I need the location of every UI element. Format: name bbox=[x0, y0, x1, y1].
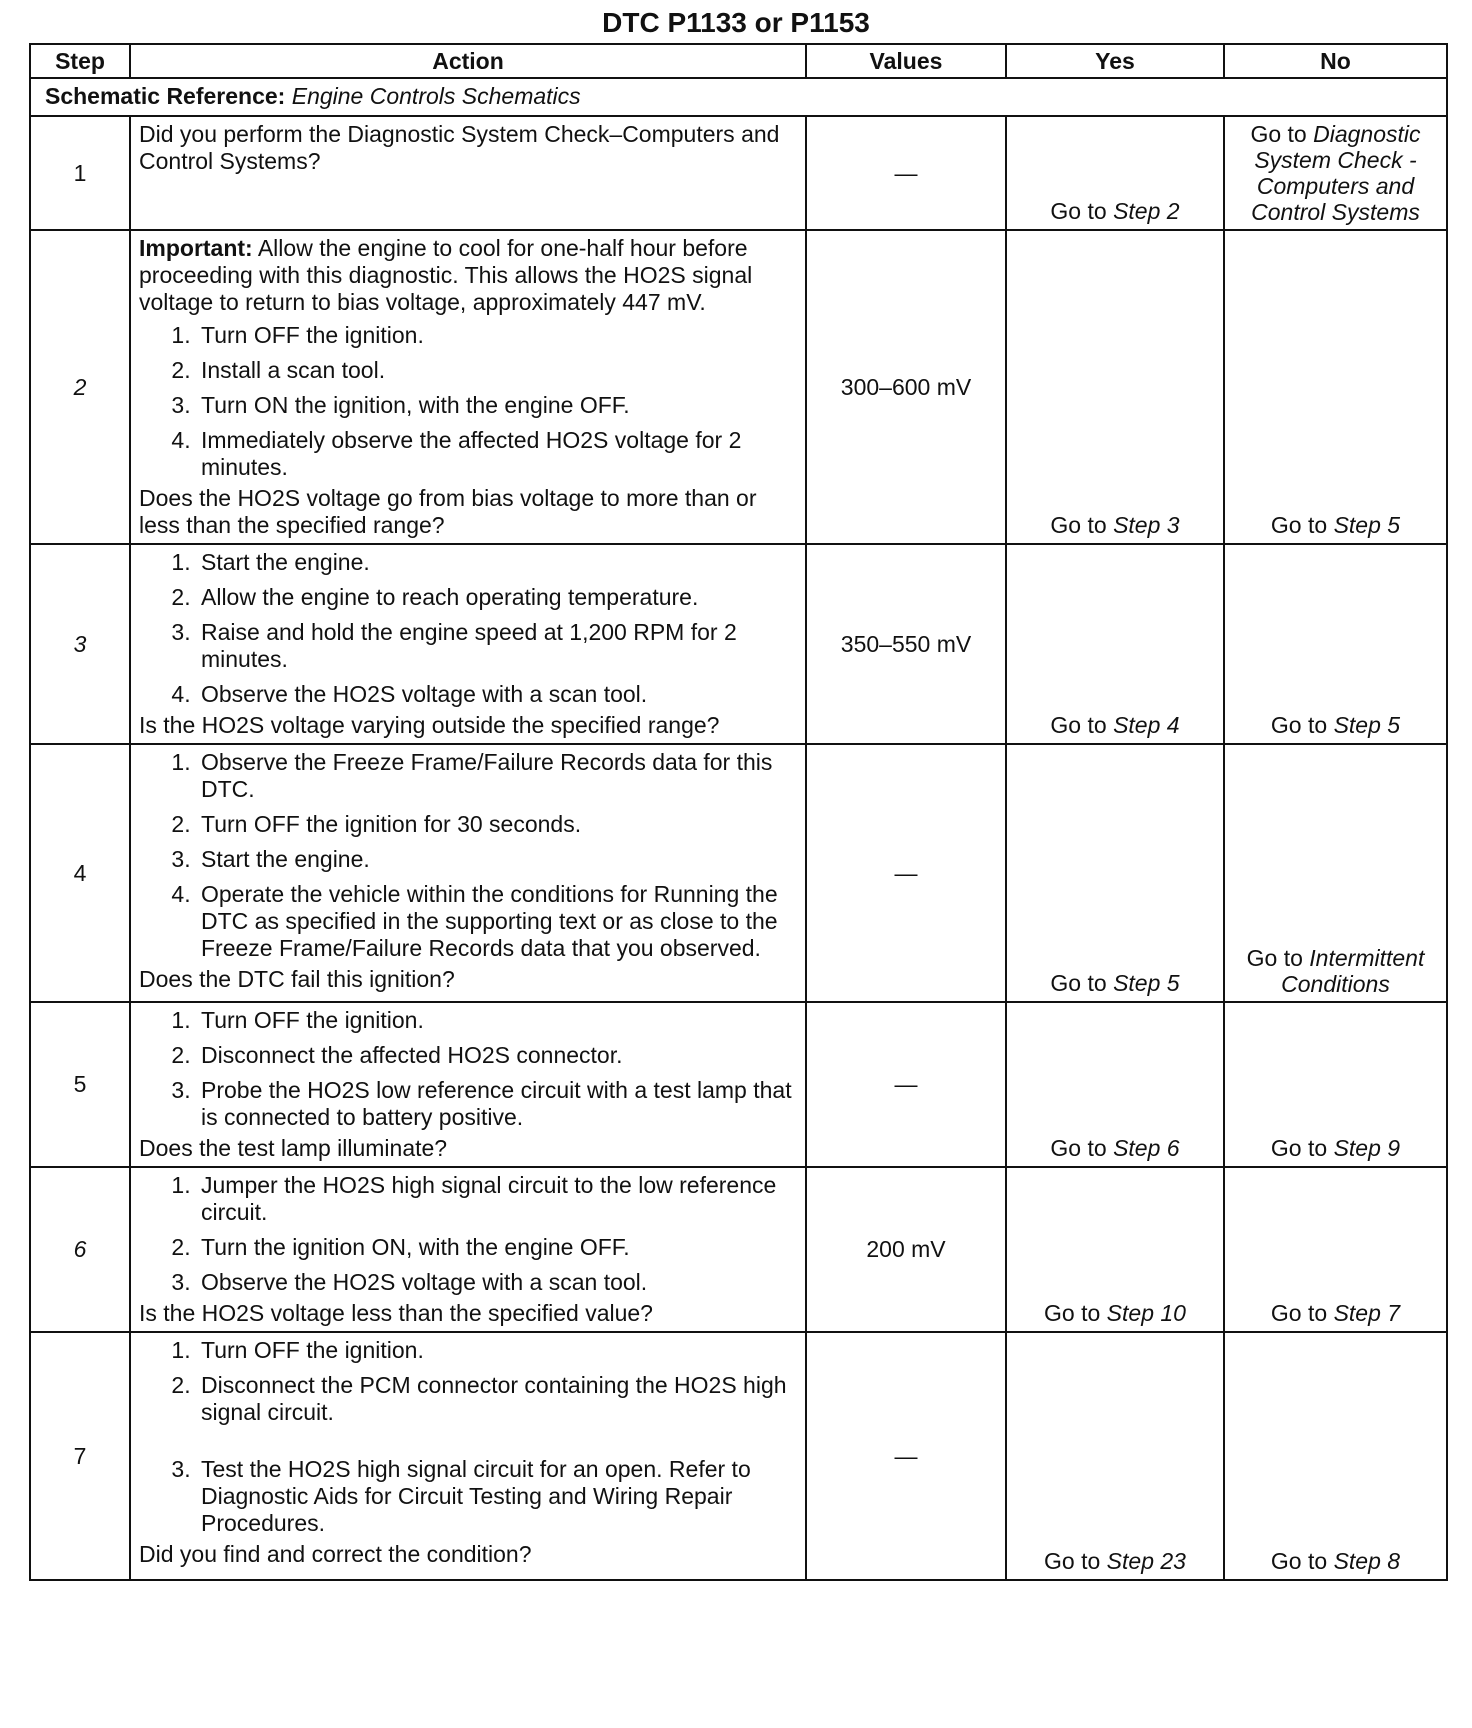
step-number: 5 bbox=[30, 1002, 130, 1167]
procedure-item: 1. Start the engine. bbox=[197, 549, 797, 576]
yes-cell bbox=[1006, 1332, 1224, 1580]
table-row bbox=[30, 1332, 1447, 1580]
procedure-item: 1. Turn OFF the ignition. bbox=[197, 322, 797, 349]
procedure-list bbox=[139, 1007, 797, 1131]
no-target: Conditions bbox=[1281, 971, 1390, 997]
procedure-item: 3. Observe the HO2S voltage with a scan tool. bbox=[197, 1269, 797, 1296]
question-text: Does the test lamp illuminate? bbox=[139, 1135, 448, 1161]
action-cell bbox=[130, 230, 806, 544]
yes-target: Step 4 bbox=[1113, 712, 1180, 738]
goto-label: Go to bbox=[1270, 1548, 1328, 1574]
goto-label: Go to bbox=[1050, 970, 1107, 996]
yes-target: Step 6 bbox=[1113, 1135, 1180, 1161]
important-label: Important: bbox=[139, 235, 253, 261]
procedure-item: 3. Turn ON the ignition, with the engine OFF. bbox=[197, 392, 797, 419]
no-target: Intermittent bbox=[1309, 945, 1425, 971]
question-text: Did you find and correct the condition? bbox=[139, 1541, 532, 1567]
procedure-item: 2. Disconnect the PCM connector containing the HO2S high signal circuit. bbox=[197, 1372, 797, 1426]
action-cell bbox=[130, 116, 806, 230]
procedure-item: 1. Turn OFF the ignition. bbox=[197, 1007, 797, 1034]
goto-label: Go to bbox=[1050, 1135, 1107, 1161]
page-title: DTC P1133 or P1153 bbox=[602, 7, 870, 38]
step-number: 2 bbox=[30, 230, 130, 544]
procedure-item: 3. Raise and hold the engine speed at 1,200 RPM for 2 minutes. bbox=[197, 619, 797, 673]
goto-label: Go to bbox=[1246, 945, 1303, 971]
goto-label: Go to bbox=[1270, 712, 1328, 738]
header-step: Step bbox=[30, 44, 130, 78]
table-row bbox=[30, 116, 1447, 230]
table-row bbox=[30, 1002, 1447, 1167]
action-cell bbox=[130, 1167, 806, 1332]
goto-label: Go to bbox=[1050, 712, 1107, 738]
value-cell: — bbox=[806, 1332, 1006, 1580]
table-row bbox=[30, 544, 1447, 744]
no-target: Step 8 bbox=[1333, 1548, 1401, 1574]
yes-cell bbox=[1006, 1002, 1224, 1167]
header-no: No bbox=[1224, 44, 1447, 78]
procedure-item: 2. Turn OFF the ignition for 30 seconds. bbox=[197, 811, 797, 838]
step-number: 7 bbox=[30, 1332, 130, 1580]
procedure-item: 2. Turn the ignition ON, with the engine OFF. bbox=[197, 1234, 797, 1261]
step-number: 4 bbox=[30, 744, 130, 1002]
diagnostic-table bbox=[29, 43, 1448, 1581]
action-cell bbox=[130, 1002, 806, 1167]
procedure-list bbox=[139, 549, 797, 708]
procedure-item: 2. Disconnect the affected HO2S connector. bbox=[197, 1042, 797, 1069]
important-note bbox=[139, 235, 797, 316]
value-cell: 300–600 mV bbox=[806, 230, 1006, 544]
goto-label: Go to bbox=[1044, 1548, 1101, 1574]
question-text: Is the HO2S voltage varying outside the specified range? bbox=[139, 712, 720, 738]
header-yes: Yes bbox=[1006, 44, 1224, 78]
yes-cell bbox=[1006, 544, 1224, 744]
yes-cell bbox=[1006, 1167, 1224, 1332]
procedure-item: 2. Install a scan tool. bbox=[197, 357, 797, 384]
no-cell bbox=[1224, 230, 1447, 544]
procedure-item: 2. Allow the engine to reach operating temperature. bbox=[197, 584, 797, 611]
header-row bbox=[30, 44, 1447, 78]
step-number: 1 bbox=[30, 116, 130, 230]
procedure-list bbox=[139, 322, 797, 481]
no-cell bbox=[1224, 744, 1447, 1002]
table-row bbox=[30, 230, 1447, 544]
procedure-item: 3. Probe the HO2S low reference circuit with a test lamp that is connected to battery positive. bbox=[197, 1077, 797, 1131]
goto-label: Go to bbox=[1270, 1300, 1328, 1326]
no-target: Diagnostic bbox=[1313, 121, 1421, 147]
procedure-item: 4. Immediately observe the affected HO2S voltage for 2 minutes. bbox=[197, 427, 797, 481]
header-action: Action bbox=[130, 44, 806, 78]
goto-label: Go to bbox=[1044, 1300, 1101, 1326]
procedure-item: 4. Operate the vehicle within the conditions for Running the DTC as specified in the supporting text or as close to the Freeze Frame/Failure Records data that you observed. bbox=[197, 881, 797, 962]
table-row bbox=[30, 744, 1447, 1002]
no-target: System Check - bbox=[1254, 147, 1417, 173]
procedure-list bbox=[139, 749, 797, 962]
yes-target: Step 2 bbox=[1113, 198, 1180, 224]
step-number: 6 bbox=[30, 1167, 130, 1332]
goto-label: Go to bbox=[1050, 512, 1107, 538]
question-text: Is the HO2S voltage less than the specified value? bbox=[139, 1300, 653, 1326]
question-text: Does the DTC fail this ignition? bbox=[139, 966, 455, 992]
procedure-item: 1. Jumper the HO2S high signal circuit to the low reference circuit. bbox=[197, 1172, 797, 1226]
no-target: Control Systems bbox=[1251, 199, 1420, 225]
action-text: Did you perform the Diagnostic System Check–Computers and Control Systems? bbox=[139, 121, 780, 174]
question-text: Does the HO2S voltage go from bias voltage to more than or less than the specified range? bbox=[139, 485, 757, 538]
no-target: Step 5 bbox=[1333, 512, 1401, 538]
goto-label: Go to bbox=[1270, 1135, 1328, 1161]
action-cell bbox=[130, 544, 806, 744]
value-cell: 350–550 mV bbox=[806, 544, 1006, 744]
yes-cell bbox=[1006, 230, 1224, 544]
step-number: 3 bbox=[30, 544, 130, 744]
no-cell bbox=[1224, 116, 1447, 230]
goto-label: Go to bbox=[1270, 512, 1328, 538]
yes-target: Step 3 bbox=[1113, 512, 1180, 538]
no-target: Computers and bbox=[1256, 173, 1415, 199]
table-row bbox=[30, 1167, 1447, 1332]
action-cell bbox=[130, 744, 806, 1002]
no-target: Step 5 bbox=[1333, 712, 1401, 738]
schematic-label: Schematic Reference: bbox=[45, 83, 286, 109]
value-cell: — bbox=[806, 744, 1006, 1002]
no-cell bbox=[1224, 1167, 1447, 1332]
schematic-value: Engine Controls Schematics bbox=[291, 83, 581, 109]
procedure-item: 4. Observe the HO2S voltage with a scan tool. bbox=[197, 681, 797, 708]
important-text: Allow the engine to cool for one-half hour before proceeding with this diagnostic. This allows the HO2S signal voltage to return to bias voltage, approximately 447 mV. bbox=[139, 235, 753, 315]
no-cell bbox=[1224, 544, 1447, 744]
procedure-item: 1. Turn OFF the ignition. bbox=[197, 1337, 797, 1364]
yes-cell bbox=[1006, 744, 1224, 1002]
procedure-item: 3. Test the HO2S high signal circuit for an open. Refer to Diagnostic Aids for Circuit Testing and Wiring Repair Procedures. bbox=[197, 1456, 797, 1537]
schematic-row bbox=[30, 78, 1447, 116]
goto-label: Go to bbox=[1250, 121, 1307, 147]
no-cell bbox=[1224, 1002, 1447, 1167]
action-cell bbox=[130, 1332, 806, 1580]
procedure-list bbox=[139, 1337, 797, 1537]
no-target: Step 9 bbox=[1333, 1135, 1401, 1161]
value-cell: 200 mV bbox=[806, 1167, 1006, 1332]
no-target: Step 7 bbox=[1333, 1300, 1401, 1326]
procedure-item: 3. Start the engine. bbox=[197, 846, 797, 873]
yes-cell bbox=[1006, 116, 1224, 230]
procedure-item: 1. Observe the Freeze Frame/Failure Records data for this DTC. bbox=[197, 749, 797, 803]
goto-label: Go to bbox=[1050, 198, 1107, 224]
no-cell bbox=[1224, 1332, 1447, 1580]
schematic-reference bbox=[30, 78, 1447, 116]
procedure-list bbox=[139, 1172, 797, 1296]
header-values: Values bbox=[806, 44, 1006, 78]
yes-target: Step 10 bbox=[1106, 1300, 1186, 1326]
yes-target: Step 23 bbox=[1106, 1548, 1186, 1574]
value-cell: — bbox=[806, 116, 1006, 230]
yes-target: Step 5 bbox=[1113, 970, 1180, 996]
value-cell: — bbox=[806, 1002, 1006, 1167]
